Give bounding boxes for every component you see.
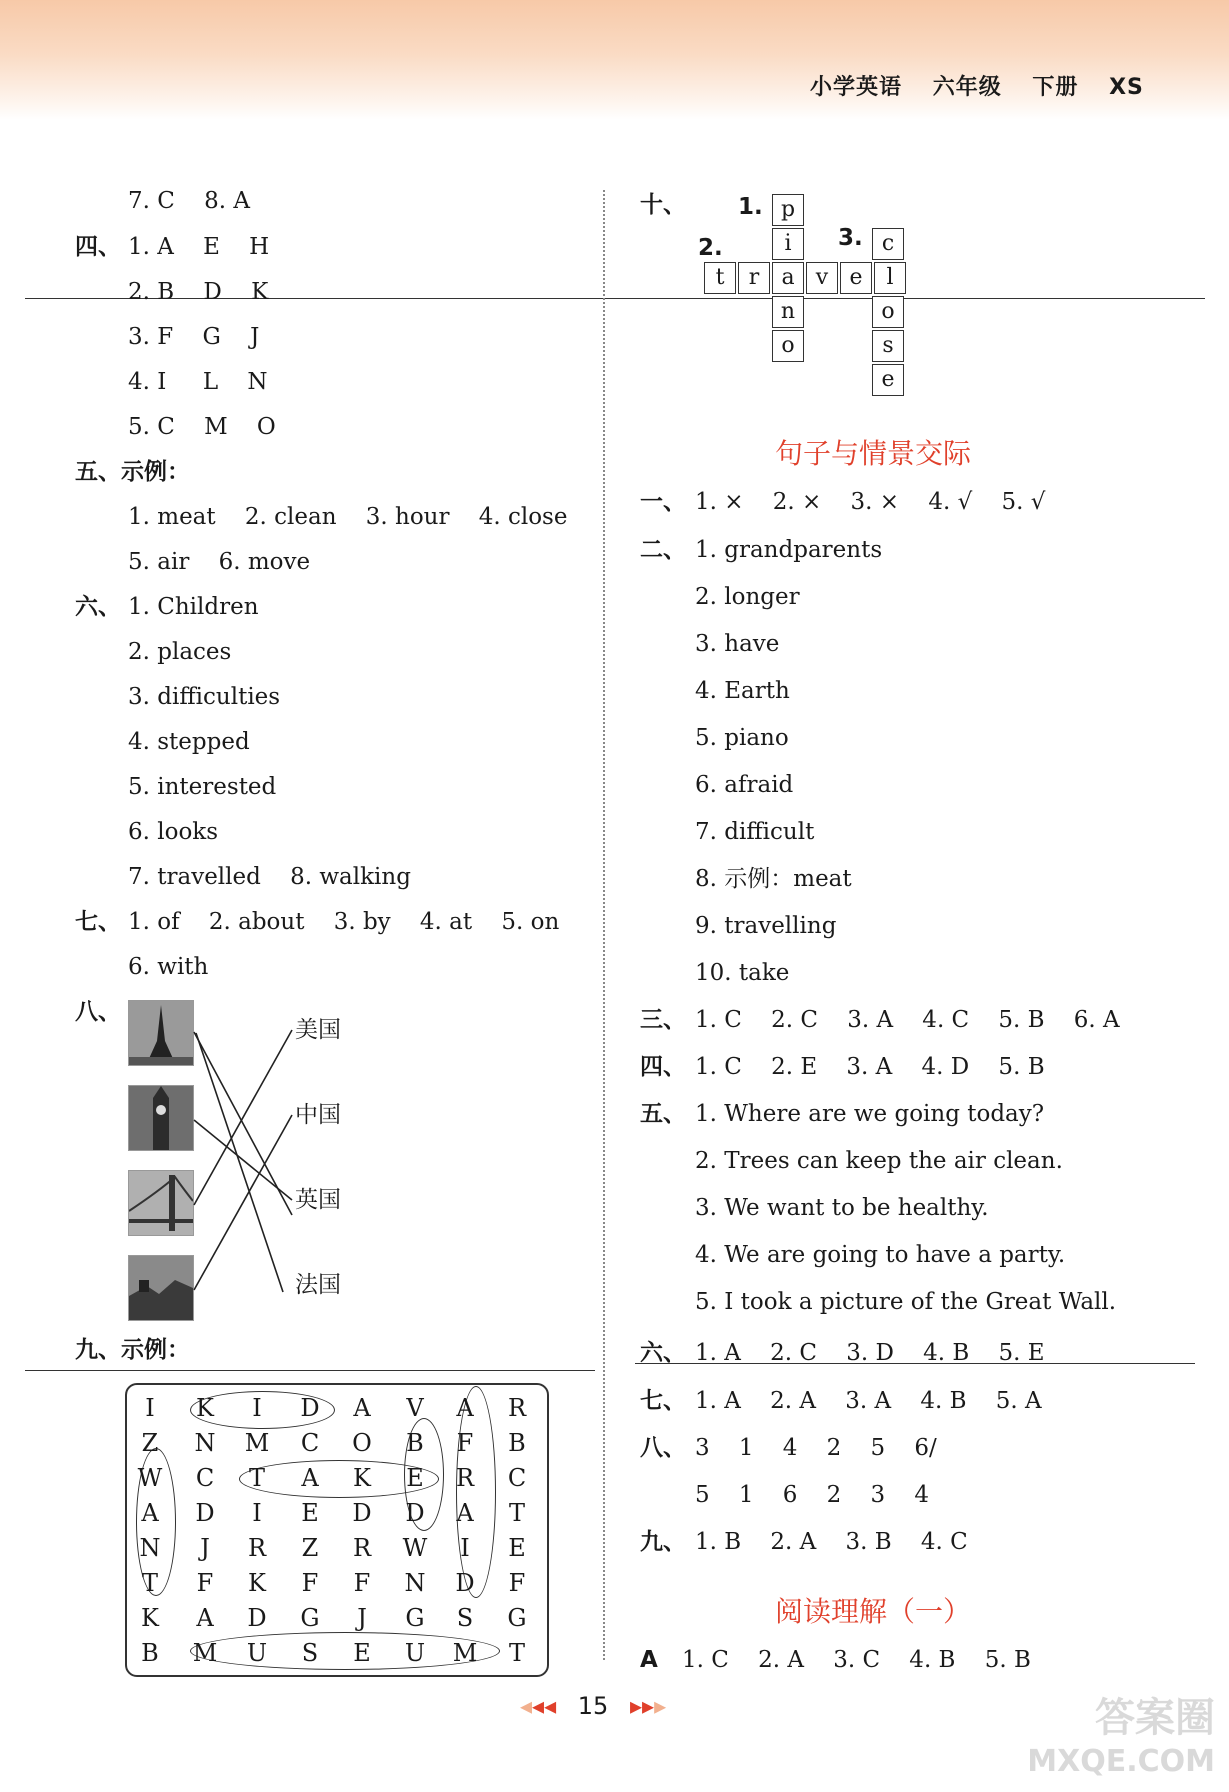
grid-cell: S (456, 1604, 474, 1632)
r2-line: 7. difficult (695, 819, 815, 845)
section-4-label: 四、 (75, 234, 121, 260)
crossword-cell: r (738, 262, 770, 294)
crossword-cell: l (874, 262, 906, 294)
r5-line: 3. We want to be healthy. (695, 1195, 989, 1221)
grid-cell: K (353, 1464, 371, 1492)
grid-cell: U (404, 1639, 426, 1667)
r2-line: 3. have (695, 631, 780, 657)
s7-line: 6. with (128, 954, 209, 980)
grid-cell: J (200, 1534, 210, 1562)
country-usa: 美国 (295, 1017, 341, 1043)
grid-cell: F (508, 1569, 526, 1597)
grid-cell: I (252, 1394, 262, 1422)
r2-line: 4. Earth (695, 678, 790, 704)
grid-cell: A (141, 1499, 159, 1527)
r2-line: 2. longer (695, 584, 800, 610)
grid-cell: M (192, 1639, 218, 1667)
grid-cell: K (196, 1394, 214, 1422)
grid-cell: E (301, 1499, 319, 1527)
volume: 下册 (1032, 75, 1079, 100)
r9-label: 九、 (640, 1529, 686, 1555)
grid-cell: R (247, 1534, 267, 1562)
crossword-cell: p (772, 194, 804, 226)
s4-line: 1. A E H (128, 234, 270, 260)
grid-cell: F (456, 1429, 474, 1457)
grid-cell: A (196, 1604, 214, 1632)
grade: 六年级 (932, 75, 1002, 100)
next-arrows-icon-dark: ▸▸ (629, 1692, 655, 1720)
grid-cell: E (406, 1464, 424, 1492)
grid-cell: C (507, 1464, 527, 1492)
section-title-sentences: 句子与情景交际 (775, 437, 972, 470)
crossword-cell: o (772, 330, 804, 362)
grid-cell: I (145, 1394, 155, 1422)
cw-num-1: 1. (738, 194, 763, 220)
grid-cell: W (402, 1534, 428, 1562)
cw-num-3: 3. (838, 225, 863, 251)
grid-cell: W (137, 1464, 163, 1492)
grid-cell: A (353, 1394, 371, 1422)
r4-line: 1. C 2. E 3. A 4. D 5. B (695, 1054, 1045, 1080)
r1-label: 一、 (640, 489, 686, 515)
crossword-cell: c (872, 228, 904, 260)
watermark-top: 答案圈 (1095, 1695, 1215, 1741)
r8-line: 5 1 6 2 3 4 (695, 1482, 930, 1508)
grid-cell: O (352, 1429, 372, 1457)
subject: 小学英语 (810, 75, 903, 100)
ra-label: A (640, 1647, 658, 1673)
next-arrows-icon: ▸ (654, 1692, 667, 1720)
r2-line: 9. travelling (695, 913, 837, 939)
watermark-bottom: MXQE.COM (1027, 1744, 1215, 1779)
grid-cell: E (353, 1639, 371, 1667)
grid-cell: E (508, 1534, 526, 1562)
crossword-cell: i (772, 228, 804, 260)
grid-cell: D (300, 1394, 320, 1422)
grid-cell: I (252, 1499, 262, 1527)
r5-line: 1. Where are we going today? (695, 1101, 1045, 1127)
s7-line: 1. of 2. about 3. by 4. at 5. on (128, 909, 560, 935)
prev-arrows-icon: ◂ (520, 1692, 533, 1720)
r7-line: 1. A 2. A 3. A 4. B 5. A (695, 1388, 1042, 1414)
crossword-cell: o (872, 296, 904, 328)
country-france: 法国 (295, 1272, 341, 1298)
grid-cell: A (301, 1464, 319, 1492)
grid-cell: T (508, 1499, 525, 1527)
r5-line: 5. I took a picture of the Great Wall. (695, 1289, 1117, 1315)
s6-line: 4. stepped (128, 729, 250, 755)
grid-cell: N (139, 1534, 161, 1562)
grid-cell: C (300, 1429, 320, 1457)
r5-label: 五、 (640, 1101, 686, 1127)
grid-cell: S (301, 1639, 319, 1667)
grid-cell: V (406, 1394, 424, 1422)
crossword-cell: e (840, 262, 872, 294)
r6-label: 六、 (640, 1340, 686, 1366)
country-china: 中国 (295, 1102, 341, 1128)
r6-line: 1. A 2. C 3. D 4. B 5. E (695, 1340, 1045, 1366)
s6-line: 3. difficulties (128, 684, 281, 710)
grid-cell: N (404, 1569, 426, 1597)
grid-cell: D (195, 1499, 215, 1527)
grid-cell: D (405, 1499, 425, 1527)
grid-cell: R (455, 1464, 475, 1492)
cw-num-2: 2. (698, 235, 723, 261)
r1-line: 1. × 2. × 3. × 4. √ 5. √ (695, 489, 1046, 515)
grid-cell: A (456, 1499, 474, 1527)
grid-cell: A (456, 1394, 474, 1422)
grid-cell: G (300, 1604, 320, 1632)
grid-cell: T (141, 1569, 158, 1597)
s4-line: 3. F G J (128, 324, 260, 350)
r2-label: 二、 (640, 537, 686, 563)
grid-cell: D (352, 1499, 372, 1527)
s6-line: 1. Children (128, 594, 259, 620)
crossword-cell: a (772, 262, 804, 294)
grid-cell: R (352, 1534, 372, 1562)
grid-cell: G (507, 1604, 527, 1632)
watermark (1027, 1696, 1215, 1784)
grid-cell: Z (301, 1534, 319, 1562)
s4-line: 2. B D K (128, 279, 269, 305)
r2-line: 5. piano (695, 725, 789, 751)
ra-line: 1. C 2. A 3. C 4. B 5. B (682, 1647, 1031, 1673)
country-uk: 英国 (295, 1187, 341, 1213)
grid-cell: M (452, 1639, 478, 1667)
grid-cell: U (246, 1639, 268, 1667)
page-number-bar (520, 1692, 666, 1720)
r9-line: 1. B 2. A 3. B 4. C (695, 1529, 968, 1555)
section-7-label: 七、 (75, 909, 121, 935)
crossword-cell: e (872, 364, 904, 396)
s4-line: 5. C M O (128, 414, 276, 440)
section-5-label: 五、示例： (75, 459, 190, 485)
r2-line: 1. grandparents (695, 537, 883, 563)
grid-cell: K (248, 1569, 266, 1597)
grid-cell: D (247, 1604, 267, 1632)
s5-line: 1. meat 2. clean 3. hour 4. close (128, 504, 568, 530)
r3-label: 三、 (640, 1007, 686, 1033)
r8-label: 八、 (640, 1435, 686, 1461)
grid-cell: N (194, 1429, 216, 1457)
r3-line: 1. C 2. C 3. A 4. C 5. B 6. A (695, 1007, 1120, 1033)
s6-line: 6. looks (128, 819, 219, 845)
s5-line: 5. air 6. move (128, 549, 311, 575)
section-10-label: 十、 (640, 192, 686, 218)
grid-cell: T (248, 1464, 265, 1492)
grid-cell: G (405, 1604, 425, 1632)
s6-line: 2. places (128, 639, 232, 665)
crossword-cell: n (772, 296, 804, 328)
grid-cell: F (196, 1569, 214, 1597)
grid-cell: I (460, 1534, 470, 1562)
grid-cell: B (141, 1639, 159, 1667)
r8-line: 3 1 4 2 5 6/ (695, 1435, 937, 1461)
grid-cell: Z (141, 1429, 159, 1457)
answer-7-8: 7. C 8. A (128, 188, 250, 214)
section-9-label: 九、示例： (75, 1337, 190, 1363)
r2-line: 8. 示例：meat (695, 866, 852, 892)
r7-label: 七、 (640, 1388, 686, 1414)
grid-cell: M (244, 1429, 270, 1457)
page-number: 15 (577, 1692, 609, 1720)
grid-cell: F (301, 1569, 319, 1597)
grid-cell: D (455, 1569, 475, 1597)
s6-line: 5. interested (128, 774, 277, 800)
grid-cell: B (508, 1429, 526, 1457)
grid-cell: K (141, 1604, 159, 1632)
grid-cell: F (353, 1569, 371, 1597)
r2-line: 6. afraid (695, 772, 794, 798)
section-8-label: 八、 (75, 999, 121, 1025)
grid-cell: J (357, 1604, 367, 1632)
grid-cell: B (406, 1429, 424, 1457)
r5-line: 4. We are going to have a party. (695, 1242, 1066, 1268)
grid-cell: R (507, 1394, 527, 1422)
r4-label: 四、 (640, 1054, 686, 1080)
section-6-label: 六、 (75, 594, 121, 620)
grid-cell: C (195, 1464, 215, 1492)
prev-arrows-icon-dark: ◂◂ (532, 1692, 557, 1720)
r2-line: 10. take (695, 960, 790, 986)
edition: XS (1109, 75, 1144, 100)
crossword-cell: s (872, 330, 904, 362)
section-title-reading: 阅读理解（一） (775, 1595, 972, 1628)
s4-line: 4. I L N (128, 369, 268, 395)
crossword-cell: v (806, 262, 838, 294)
r5-line: 2. Trees can keep the air clean. (695, 1148, 1063, 1174)
s6-line: 7. travelled 8. walking (128, 864, 411, 890)
grid-cell: T (508, 1639, 525, 1667)
crossword-cell: t (704, 262, 736, 294)
